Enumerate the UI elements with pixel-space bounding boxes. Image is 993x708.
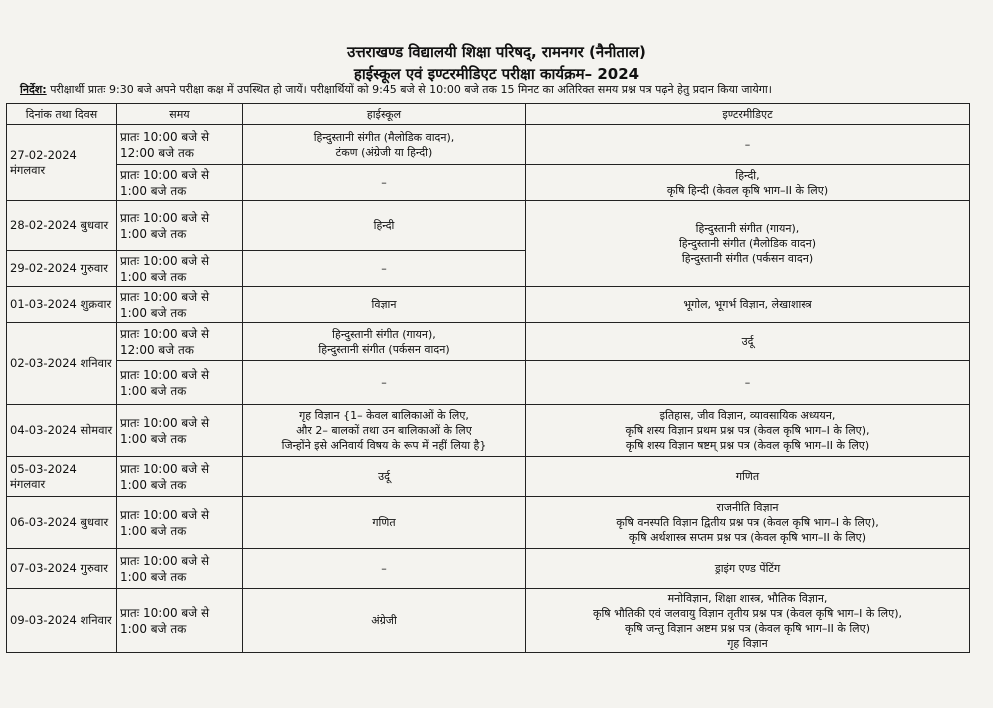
date-cell: 02-03-2024 शनिवार (7, 323, 117, 405)
table-row (7, 165, 970, 201)
subject: हिन्दुस्तानी संगीत (मैलोडिक वादन), (313, 130, 455, 144)
time-cell (117, 251, 243, 287)
intermediate-cell (526, 201, 970, 287)
highschool-cell: विज्ञान (243, 287, 526, 323)
time-cell (117, 457, 243, 497)
intermediate-cell: – (526, 361, 970, 405)
date-cell: 09-03-2024 शनिवार (7, 589, 117, 653)
time-cell (117, 125, 243, 165)
subject: मनोविज्ञान, शिक्षा शास्त्र, भौतिक विज्ञान, (667, 591, 828, 605)
time-end: 1:00 बजे तक (120, 431, 187, 446)
intermediate-cell (526, 497, 970, 549)
instruction-label: निर्देश: (20, 83, 47, 96)
instruction-text: परीक्षार्थी प्रातः 9:30 बजे अपने परीक्षा कक्ष में उपस्थित हो जायें। परीक्षार्थियों को 9:45 बजे से 10:00 बजे तक 15 मिनट का अतिरिक्त समय प्रश्न पत्र पढ़ने हेतु प्रदान किया जायेगा। (50, 83, 772, 96)
time-end: 1:00 बजे तक (120, 183, 187, 198)
table-row (7, 589, 970, 653)
time-end: 1:00 बजे तक (120, 523, 187, 538)
table-row (7, 201, 970, 251)
intermediate-cell (526, 589, 970, 653)
subject: हिन्दुस्तानी संगीत (पर्कसन वादन) (681, 252, 814, 265)
time-cell (117, 589, 243, 653)
time-end: 1:00 बजे तक (120, 569, 187, 584)
col-date-header: दिनांक तथा दिवस (7, 104, 117, 125)
table-row (7, 287, 970, 323)
time-start: प्रातः 10:00 बजे से (120, 210, 210, 225)
schedule-title: हाईस्कूल एवं इण्टरमीडिएट परीक्षा कार्यक्रम– 2024 (353, 65, 640, 83)
highschool-cell (243, 323, 526, 361)
intermediate-cell: उर्दू (526, 323, 970, 361)
subject: गृह विज्ञान (727, 636, 768, 650)
subject: टंकण (अंग्रेजी या हिन्दी) (335, 145, 433, 159)
table-row (7, 549, 970, 589)
time-cell (117, 165, 243, 201)
subject: हिन्दुस्तानी संगीत (मैलोडिक वादन) (678, 237, 817, 250)
time-start: प्रातः 10:00 बजे से (120, 289, 210, 304)
col-highschool-header: हाईस्कूल (243, 104, 526, 125)
highschool-cell: गणित (243, 497, 526, 549)
time-end: 12:00 बजे तक (120, 342, 195, 357)
date-cell: 04-03-2024 सोमवार (7, 405, 117, 457)
intermediate-cell (526, 125, 970, 165)
subject: कृषि शस्य विज्ञान प्रथम प्रश्न पत्र (केवल कृषि भाग–I के लिए), (625, 424, 870, 437)
time-start: प्रातः 10:00 बजे से (120, 367, 210, 382)
highschool-cell (243, 125, 526, 165)
subject: हिन्दी, (735, 168, 760, 182)
highschool-cell (243, 405, 526, 457)
subject: कृषि वनस्पति विज्ञान द्वितीय प्रश्न पत्र (केवल कृषि भाग–I के लिए), (616, 516, 879, 529)
intermediate-cell: गणित (526, 457, 970, 497)
subject: कृषि अर्थशास्त्र सप्तम प्रश्न पत्र (केवल कृषि भाग–II के लिए) (628, 531, 867, 544)
date-cell: 28-02-2024 बुधवार (7, 201, 117, 251)
highschool-cell: – (243, 165, 526, 201)
date-cell: 01-03-2024 शुक्रवार (7, 287, 117, 323)
time-start: प्रातः 10:00 बजे से (120, 461, 210, 476)
highschool-cell: अंग्रेजी (243, 589, 526, 653)
time-cell (117, 201, 243, 251)
subject: जिन्होंने इसे अनिवार्य विषय के रूप में नहीं लिया है} (281, 439, 487, 452)
subject: कृषि शस्य विज्ञान षष्टम् प्रश्न पत्र (केवल कृषि भाग–II के लिए) (625, 439, 870, 452)
time-end: 1:00 बजे तक (120, 383, 187, 398)
time-start: प्रातः 10:00 बजे से (120, 129, 210, 144)
time-end: 1:00 बजे तक (120, 477, 187, 492)
table-row (7, 361, 970, 405)
time-cell (117, 497, 243, 549)
board-title: उत्तराखण्ड विद्यालयी शिक्षा परिषद्, रामनगर (नैनीताल) (347, 43, 646, 61)
time-start: प्रातः 10:00 बजे से (120, 415, 210, 430)
time-start: प्रातः 10:00 बजे से (120, 326, 210, 341)
subject: हिन्दुस्तानी संगीत (पर्कसन वादन) (318, 342, 450, 356)
header-row (7, 104, 970, 125)
table-row (7, 497, 970, 549)
subject: और 2– बालकों तथा उन बालिकाओं के लिए (296, 424, 472, 437)
intermediate-cell (526, 165, 970, 201)
time-cell (117, 287, 243, 323)
time-end: 1:00 बजे तक (120, 621, 187, 636)
date-cell: 07-03-2024 गुरुवार (7, 549, 117, 589)
subject: गृह विज्ञान {1– केवल बालिकाओं के लिए, (299, 409, 469, 422)
schedule-table (6, 103, 970, 653)
intermediate-cell (526, 405, 970, 457)
time-start: प्रातः 10:00 बजे से (120, 167, 210, 182)
highschool-cell: हिन्दी (243, 201, 526, 251)
subject: हिन्दुस्तानी संगीत (गायन), (332, 327, 436, 341)
time-cell (117, 361, 243, 405)
time-cell (117, 405, 243, 457)
time-end: 12:00 बजे तक (120, 145, 195, 160)
subject: हिन्दुस्तानी संगीत (गायन), (695, 222, 800, 235)
time-cell (117, 549, 243, 589)
table-row (7, 125, 970, 165)
time-start: प्रातः 10:00 बजे से (120, 253, 210, 268)
date-cell: 06-03-2024 बुधवार (7, 497, 117, 549)
time-end: 1:00 बजे तक (120, 269, 187, 284)
date-cell: 27-02-2024 मंगलवार (7, 125, 117, 201)
subject: इतिहास, जीव विज्ञान, व्यावसायिक अध्ययन, (659, 409, 836, 422)
highschool-cell: – (243, 549, 526, 589)
subject: – (744, 138, 751, 151)
table-row (7, 405, 970, 457)
subject: कृषि भौतिकी एवं जलवायु विज्ञान तृतीय प्रश्न पत्र (केवल कृषि भाग–I के लिए), (593, 606, 902, 620)
time-start: प्रातः 10:00 बजे से (120, 507, 210, 522)
highschool-cell: – (243, 361, 526, 405)
time-cell (117, 323, 243, 361)
intermediate-cell: भूगोल, भूगर्भ विज्ञान, लेखाशास्त्र (526, 287, 970, 323)
subject: राजनीति विज्ञान (716, 501, 779, 514)
table-row (7, 457, 970, 497)
instruction (20, 82, 772, 97)
time-start: प्रातः 10:00 बजे से (120, 553, 210, 568)
table-row (7, 323, 970, 361)
intermediate-cell: ड्राइंग एण्ड पेंटिंग (526, 549, 970, 589)
highschool-cell: उर्दू (243, 457, 526, 497)
date-cell: 05-03-2024 मंगलवार (7, 457, 117, 497)
highschool-cell: – (243, 251, 526, 287)
date-cell: 29-02-2024 गुरुवार (7, 251, 117, 287)
time-end: 1:00 बजे तक (120, 305, 187, 320)
col-time-header: समय (117, 104, 243, 125)
time-start: प्रातः 10:00 बजे से (120, 605, 210, 620)
time-end: 1:00 बजे तक (120, 226, 187, 241)
subject: कृषि जन्तु विज्ञान अष्टम प्रश्न पत्र (केवल कृषि भाग–II के लिए) (624, 621, 871, 635)
subject: कृषि हिन्दी (केवल कृषि भाग–II के लिए) (666, 183, 829, 197)
col-intermediate-header: इण्टरमीडिएट (526, 104, 970, 125)
